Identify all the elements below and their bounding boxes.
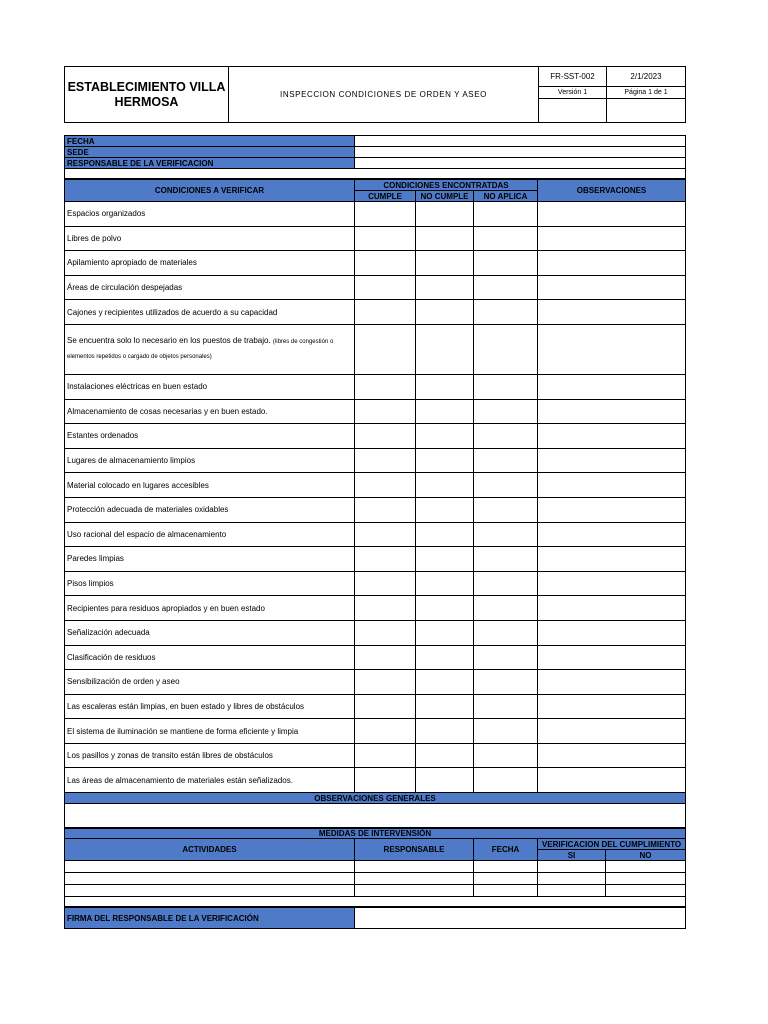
verificacion-header: VERIFICACION DEL CUMPLIMIENTO	[538, 839, 686, 850]
condition-label: Material colocado en lugares accesibles	[65, 473, 355, 498]
condition-row	[65, 670, 686, 695]
observation-cell[interactable]	[538, 743, 686, 768]
condition-row	[65, 473, 686, 498]
condition-label: Protección adecuada de materiales oxidables	[65, 497, 355, 522]
no-aplica-cell[interactable]	[474, 374, 538, 399]
condition-row	[65, 768, 686, 793]
measure-row[interactable]	[65, 873, 355, 885]
cumple-cell[interactable]	[355, 719, 416, 744]
condition-label: Los pasillos y zonas de transito están libres de obstáculos	[65, 743, 355, 768]
condition-text: Se encuentra solo lo necesario en los puestos de trabajo.	[67, 336, 271, 346]
condition-row	[65, 202, 686, 227]
observation-cell[interactable]	[538, 620, 686, 645]
condition-label: Sensibilización de orden y aseo	[65, 670, 355, 695]
general-observations-field[interactable]	[65, 804, 686, 828]
observation-cell[interactable]	[538, 399, 686, 424]
observation-cell[interactable]	[538, 300, 686, 325]
no-cumple-cell[interactable]	[416, 645, 474, 670]
cumple-cell[interactable]	[355, 300, 416, 325]
no-aplica-cell[interactable]	[474, 424, 538, 449]
condition-label: Paredes limpias	[65, 547, 355, 572]
condition-row	[65, 300, 686, 325]
observation-cell[interactable]	[538, 719, 686, 744]
condition-row	[65, 448, 686, 473]
cumple-cell[interactable]	[355, 473, 416, 498]
no-cumple-cell[interactable]	[416, 743, 474, 768]
form-page: Página 1 de 1	[607, 87, 686, 99]
responsable-field[interactable]	[355, 158, 686, 169]
no-cumple-cell[interactable]	[416, 448, 474, 473]
observation-cell[interactable]	[538, 324, 686, 374]
form-date: 2/1/2023	[607, 67, 686, 87]
condition-label: El sistema de iluminación se mantiene de forma eficiente y limpia	[65, 719, 355, 744]
signature-field[interactable]	[355, 908, 686, 929]
observation-cell[interactable]	[538, 374, 686, 399]
cumple-cell[interactable]	[355, 522, 416, 547]
observation-cell[interactable]	[538, 571, 686, 596]
conditions-header: CONDICIONES A VERIFICAR	[65, 180, 355, 202]
no-cumple-cell[interactable]	[416, 670, 474, 695]
sede-label: SEDE	[65, 147, 355, 158]
no-cumple-cell[interactable]	[416, 596, 474, 621]
condition-label: Estantes ordenados	[65, 424, 355, 449]
cumple-cell[interactable]	[355, 448, 416, 473]
measure-row[interactable]	[65, 885, 355, 897]
no-aplica-cell[interactable]	[474, 768, 538, 793]
no-aplica-cell[interactable]	[474, 399, 538, 424]
observation-cell[interactable]	[538, 645, 686, 670]
cumple-cell[interactable]	[355, 424, 416, 449]
cumple-cell[interactable]	[355, 596, 416, 621]
condition-row	[65, 424, 686, 449]
cumple-cell[interactable]	[355, 694, 416, 719]
condition-row	[65, 719, 686, 744]
no-cumple-cell[interactable]	[416, 399, 474, 424]
condition-label: Apilamiento apropiado de materiales	[65, 251, 355, 276]
condition-label: Instalaciones eléctricas en buen estado	[65, 374, 355, 399]
observation-cell[interactable]	[538, 596, 686, 621]
no-aplica-cell[interactable]	[474, 275, 538, 300]
cumple-cell[interactable]	[355, 571, 416, 596]
no-aplica-cell[interactable]	[474, 719, 538, 744]
form-title: INSPECCION CONDICIONES DE ORDEN Y ASEO	[229, 67, 539, 123]
condition-row	[65, 399, 686, 424]
condition-label: Cajones y recipientes utilizados de acuerdo a su capacidad	[65, 300, 355, 325]
no-aplica-cell[interactable]	[474, 497, 538, 522]
no-aplica-cell[interactable]	[474, 226, 538, 251]
cumple-cell[interactable]	[355, 743, 416, 768]
condition-row	[65, 522, 686, 547]
fecha-field[interactable]	[355, 136, 686, 147]
found-header: CONDICIONES ENCONTRATDAS	[355, 180, 538, 191]
no-cumple-cell[interactable]	[416, 547, 474, 572]
si-header: SI	[538, 850, 606, 861]
cumple-cell[interactable]	[355, 399, 416, 424]
no-aplica-cell[interactable]	[474, 448, 538, 473]
condition-row	[65, 497, 686, 522]
form-version: Versión 1	[539, 87, 607, 99]
condition-row	[65, 596, 686, 621]
no-cumple-cell[interactable]	[416, 719, 474, 744]
cumple-cell[interactable]	[355, 547, 416, 572]
observation-cell[interactable]	[538, 202, 686, 227]
cumple-cell[interactable]	[355, 226, 416, 251]
conditions-table	[64, 179, 686, 828]
no-aplica-cell[interactable]	[474, 324, 538, 374]
no-cumple-cell[interactable]	[416, 571, 474, 596]
no-cumple-cell[interactable]	[416, 768, 474, 793]
condition-label: Uso racional del espacio de almacenamiento	[65, 522, 355, 547]
condition-row	[65, 547, 686, 572]
observation-cell[interactable]	[538, 251, 686, 276]
condition-row	[65, 324, 686, 374]
responsable-label: RESPONSABLE DE LA VERIFICACION	[65, 158, 355, 169]
measures-title: MEDIDAS DE INTERVENSIÓN	[65, 829, 686, 839]
condition-label: Las escaleras están limpias, en buen estado y libres de obstáculos	[65, 694, 355, 719]
no-cumple-cell[interactable]	[416, 694, 474, 719]
cumple-cell[interactable]	[355, 374, 416, 399]
form-header	[64, 66, 686, 123]
inspection-form	[64, 66, 685, 929]
condition-row	[65, 275, 686, 300]
observation-cell[interactable]	[538, 473, 686, 498]
observation-cell[interactable]	[538, 547, 686, 572]
condition-label: Pisos limpios	[65, 571, 355, 596]
sede-field[interactable]	[355, 147, 686, 158]
cumple-cell[interactable]	[355, 275, 416, 300]
signature-label: FIRMA DEL RESPONSABLE DE LA VERIFICACIÓN	[65, 908, 355, 929]
observation-cell[interactable]	[538, 424, 686, 449]
no-aplica-cell[interactable]	[474, 596, 538, 621]
no-aplica-cell[interactable]	[474, 694, 538, 719]
cumple-cell[interactable]	[355, 324, 416, 374]
no-cumple-cell[interactable]	[416, 324, 474, 374]
general-observations-header: OBSERVACIONES GENERALES	[65, 793, 686, 804]
info-table	[64, 135, 686, 179]
no-aplica-cell[interactable]	[474, 473, 538, 498]
condition-label: Espacios organizados	[65, 202, 355, 227]
condition-label: Recipientes para residuos apropiados y en buen estado	[65, 596, 355, 621]
no-cumple-cell[interactable]	[416, 226, 474, 251]
no-cumple-cell[interactable]	[416, 374, 474, 399]
observation-cell[interactable]	[538, 522, 686, 547]
cumple-cell[interactable]	[355, 768, 416, 793]
condition-label: Las áreas de almacenamiento de materiales están señalizados.	[65, 768, 355, 793]
signature-table	[64, 907, 686, 929]
no-aplica-cell[interactable]	[474, 743, 538, 768]
no-aplica-cell[interactable]	[474, 547, 538, 572]
no-cumple-cell[interactable]	[416, 522, 474, 547]
cumple-cell[interactable]	[355, 497, 416, 522]
no-aplica-cell[interactable]	[474, 620, 538, 645]
cumple-cell[interactable]	[355, 202, 416, 227]
no-cumple-cell[interactable]	[416, 251, 474, 276]
no-aplica-cell[interactable]	[474, 251, 538, 276]
no-aplica-cell[interactable]	[474, 300, 538, 325]
observation-cell[interactable]	[538, 768, 686, 793]
no-cumple-cell[interactable]	[416, 424, 474, 449]
actividades-header: ACTIVIDADES	[65, 839, 355, 861]
condition-label: Clasificación de residuos	[65, 645, 355, 670]
cumple-cell[interactable]	[355, 645, 416, 670]
condition-row	[65, 645, 686, 670]
condition-label: Libres de polvo	[65, 226, 355, 251]
observation-cell[interactable]	[538, 497, 686, 522]
cumple-header: CUMPLE	[355, 191, 416, 202]
no-cumple-cell[interactable]	[416, 300, 474, 325]
observation-cell[interactable]	[538, 670, 686, 695]
observation-cell[interactable]	[538, 275, 686, 300]
measure-row[interactable]	[65, 861, 355, 873]
no-cumple-header: NO CUMPLE	[416, 191, 474, 202]
condition-row	[65, 251, 686, 276]
no-cumple-cell[interactable]	[416, 202, 474, 227]
no-cumple-cell[interactable]	[416, 497, 474, 522]
observations-header: OBSERVACIONES	[538, 180, 686, 202]
condition-row	[65, 743, 686, 768]
condition-row	[65, 620, 686, 645]
observation-cell[interactable]	[538, 694, 686, 719]
no-aplica-cell[interactable]	[474, 571, 538, 596]
condition-row	[65, 694, 686, 719]
observation-cell[interactable]	[538, 226, 686, 251]
condition-label	[65, 324, 355, 374]
fecha-label: FECHA	[65, 136, 355, 147]
condition-label: Señalización adecuada	[65, 620, 355, 645]
form-code: FR-SST-002	[539, 67, 607, 87]
cumple-cell[interactable]	[355, 620, 416, 645]
condition-row	[65, 374, 686, 399]
measures-table	[64, 828, 686, 907]
no-header: NO	[606, 850, 686, 861]
condition-row	[65, 226, 686, 251]
establishment-name: ESTABLECIMIENTO VILLA HERMOSA	[65, 67, 229, 123]
condition-label: Lugares de almacenamiento limpios	[65, 448, 355, 473]
observation-cell[interactable]	[538, 448, 686, 473]
condition-label: Almacenamiento de cosas necesarias y en buen estado.	[65, 399, 355, 424]
no-aplica-cell[interactable]	[474, 670, 538, 695]
no-cumple-cell[interactable]	[416, 620, 474, 645]
no-aplica-cell[interactable]	[474, 202, 538, 227]
no-aplica-cell[interactable]	[474, 645, 538, 670]
no-aplica-cell[interactable]	[474, 522, 538, 547]
no-cumple-cell[interactable]	[416, 275, 474, 300]
cumple-cell[interactable]	[355, 251, 416, 276]
fecha-header: FECHA	[474, 839, 538, 861]
condition-row	[65, 571, 686, 596]
condition-label: Áreas de circulación despejadas	[65, 275, 355, 300]
cumple-cell[interactable]	[355, 670, 416, 695]
responsable-header: RESPONSABLE	[355, 839, 474, 861]
condition-note: (libres de congestión o elementos repetidos o cargado de objetos personales)	[67, 339, 334, 361]
no-cumple-cell[interactable]	[416, 473, 474, 498]
no-aplica-header: NO APLICA	[474, 191, 538, 202]
